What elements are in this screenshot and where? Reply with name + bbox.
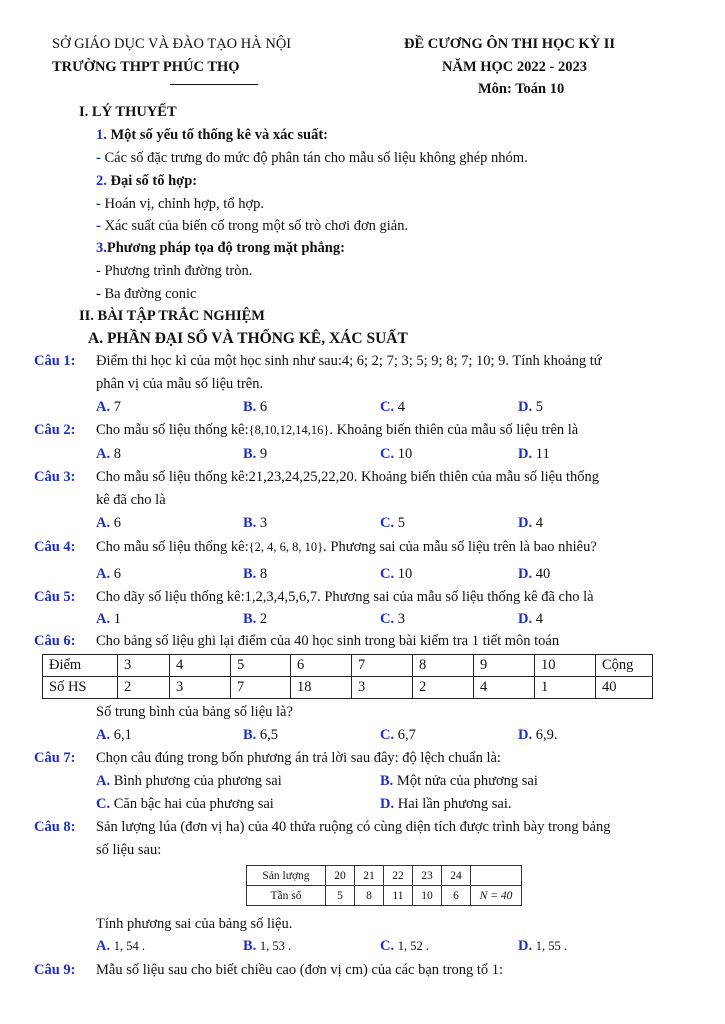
table-cell: 3 <box>118 655 170 677</box>
option-letter: A. <box>96 566 111 582</box>
option-letter: C. <box>380 399 395 415</box>
option-a <box>96 566 121 583</box>
table-cell: 9 <box>474 655 535 677</box>
table-cell: 4 <box>170 655 231 677</box>
question-text: kê đã cho là <box>96 492 166 508</box>
option-text: 6,1 <box>113 727 132 743</box>
table-cell: 11 <box>384 886 413 906</box>
table-row <box>43 677 653 699</box>
question-text-part: Cho mẫu số liệu thống kê: <box>96 422 249 438</box>
option-c <box>96 796 274 813</box>
table-cell: 1 <box>535 677 596 699</box>
subject-label: Môn: Toán 10 <box>478 81 565 97</box>
option-b <box>243 515 267 532</box>
option-letter: A. <box>96 399 111 415</box>
table-cell <box>471 866 522 886</box>
option-b <box>243 566 267 583</box>
option-b <box>243 611 267 628</box>
option-b <box>243 446 267 463</box>
table-cell: 22 <box>384 866 413 886</box>
option-text: 9 <box>259 446 268 462</box>
option-letter: D. <box>518 611 533 627</box>
table-cell: 21 <box>355 866 384 886</box>
option-text: 3 <box>397 611 405 627</box>
option-text: 11 <box>535 446 550 462</box>
option-text: Một nửa của phương sai <box>396 773 538 789</box>
section-number: 3. <box>96 240 107 256</box>
question-text: Số trung bình của bảng số liệu là? <box>96 704 293 720</box>
option-d <box>518 566 550 583</box>
option-letter: B. <box>243 938 257 954</box>
question-label: Câu 4: <box>34 539 76 555</box>
question-text: Sản lượng lúa (đơn vị ha) của 40 thửa ruộng có cùng diện tích được trình bày trong bảng <box>96 819 611 835</box>
part-a-heading: A. PHẦN ĐẠI SỐ VÀ THỐNG KÊ, XÁC SUẤT <box>88 330 408 347</box>
theory-item <box>96 218 408 235</box>
option-text: 10 <box>397 566 413 582</box>
option-text: 7 <box>113 399 121 415</box>
option-text: 1, 54 . <box>113 939 145 953</box>
table-cell: 20 <box>326 866 355 886</box>
option-text: 6 <box>259 399 268 415</box>
option-text: 6,9. <box>535 727 558 743</box>
data-set: {2, 4, 6, 8, 10} <box>248 540 324 554</box>
option-text: 1, 53 . <box>259 939 292 953</box>
option-text: Bình phương của phương sai <box>113 773 282 789</box>
option-text: 5 <box>397 515 405 531</box>
theory-item-text: Các số đặc trưng đo mức độ phân tán cho mẫu số liệu không ghép nhóm. <box>104 150 528 166</box>
question-label: Câu 2: <box>34 422 76 438</box>
option-a <box>96 938 145 955</box>
option-letter: D. <box>518 727 533 743</box>
table-cell: 6 <box>442 886 471 906</box>
bullet-dash: - <box>96 150 101 166</box>
table-cell: Sản lượng <box>247 866 326 886</box>
option-text: 6 <box>113 566 121 582</box>
option-c <box>380 611 405 628</box>
table-cell: 2 <box>413 677 474 699</box>
option-letter: B. <box>380 773 394 789</box>
question-text: Cho dãy số liệu thống kê:1,2,3,4,5,6,7. Phương sai của mẫu số liệu thống kê đã cho là <box>96 589 594 605</box>
question-text: phân vị của mẫu số liệu trên. <box>96 376 264 392</box>
option-d <box>380 796 512 813</box>
table-cell: Số HS <box>43 677 118 699</box>
bullet-dash: - <box>96 218 101 234</box>
theory-section-2 <box>96 173 197 190</box>
theory-item: - Ba đường conic <box>96 286 197 302</box>
table-row <box>247 886 522 906</box>
table-cell: 10 <box>535 655 596 677</box>
option-a <box>96 611 121 628</box>
option-letter: C. <box>380 938 395 954</box>
option-letter: B. <box>243 399 257 415</box>
table-cell: 3 <box>352 677 413 699</box>
option-letter: A. <box>96 938 111 954</box>
option-a <box>96 727 132 744</box>
option-letter: C. <box>380 727 395 743</box>
option-letter: D. <box>518 515 533 531</box>
option-letter: C. <box>380 446 395 462</box>
option-c <box>380 515 405 532</box>
option-text: Hai lần phương sai. <box>397 796 512 812</box>
question-text <box>96 539 597 556</box>
section-number: 1. <box>96 127 107 143</box>
exercises-heading: II. BÀI TẬP TRẮC NGHIỆM <box>79 308 265 324</box>
question-text: Cho bảng số liệu ghi lại điểm của 40 học sinh trong bài kiểm tra 1 tiết môn toán <box>96 633 560 649</box>
option-text: 4 <box>535 611 543 627</box>
section-title: Phương pháp tọa độ trong mặt phẳng: <box>106 240 345 256</box>
yield-table <box>246 865 522 906</box>
option-letter: C. <box>380 611 395 627</box>
section-title: Đại số tổ hợp: <box>110 173 198 189</box>
table-cell: 5 <box>231 655 291 677</box>
option-letter: B. <box>243 515 257 531</box>
question-label: Câu 9: <box>34 962 76 978</box>
option-letter: A. <box>96 727 111 743</box>
theory-heading: I. LÝ THUYẾT <box>79 104 177 120</box>
option-letter: A. <box>96 773 111 789</box>
table-cell: 18 <box>291 677 352 699</box>
option-letter: A. <box>96 611 111 627</box>
question-text: Chọn câu đúng trong bốn phương án trả lời sau đây: độ lệch chuẩn là: <box>96 750 501 766</box>
option-text: 8 <box>113 446 121 462</box>
option-text: 3 <box>259 515 268 531</box>
option-a <box>96 773 282 790</box>
table-cell: 24 <box>442 866 471 886</box>
school-year: NĂM HỌC 2022 - 2023 <box>442 59 587 75</box>
question-text-part: Cho mẫu số liệu thống kê: <box>96 539 249 555</box>
option-d <box>518 399 543 416</box>
option-c <box>380 446 412 463</box>
option-text: 6,5 <box>259 727 279 743</box>
bullet-dash: - <box>96 196 101 212</box>
theory-item: - Phương trình đường tròn. <box>96 263 253 279</box>
option-d <box>518 938 567 955</box>
option-b <box>243 938 291 955</box>
option-letter: D. <box>518 566 533 582</box>
header-underline <box>170 84 258 85</box>
option-letter: D. <box>518 446 533 462</box>
option-letter: C. <box>380 515 395 531</box>
question-label: Câu 7: <box>34 750 76 766</box>
table-cell: 8 <box>413 655 474 677</box>
table-cell: 7 <box>231 677 291 699</box>
question-text-part: . Khoảng biến thiên của mẫu số liệu trên là <box>329 422 579 438</box>
table-cell: Tần số <box>247 886 326 906</box>
table-cell: 7 <box>352 655 413 677</box>
option-letter: B. <box>243 727 257 743</box>
school-name: TRƯỜNG THPT PHÚC THỌ <box>52 59 240 75</box>
theory-section-3 <box>96 240 345 257</box>
question-label: Câu 6: <box>34 633 76 649</box>
table-cell: 5 <box>326 886 355 906</box>
department-name: SỞ GIÁO DỤC VÀ ĐÀO TẠO HÀ NỘI <box>52 36 292 52</box>
table-cell: 2 <box>118 677 170 699</box>
question-text-part: . Phương sai của mẫu số liệu trên là bao nhiêu? <box>323 539 597 555</box>
option-letter: A. <box>96 515 111 531</box>
option-d <box>518 727 557 744</box>
question-text <box>96 422 578 439</box>
option-d <box>518 611 543 628</box>
option-letter: C. <box>380 566 395 582</box>
option-letter: D. <box>518 399 533 415</box>
option-letter: A. <box>96 446 111 462</box>
question-text: Điểm thi học kì của một học sinh như sau:4; 6; 2; 7; 3; 5; 9; 8; 7; 10; 9. Tính khoảng tứ <box>96 353 602 369</box>
option-letter: C. <box>96 796 111 812</box>
option-text: 1 <box>113 611 121 627</box>
table-cell: 10 <box>413 886 442 906</box>
data-set: {8,10,12,14,16} <box>248 423 330 437</box>
option-text: Căn bậc hai của phương sai <box>113 796 274 812</box>
question-label: Câu 5: <box>34 589 76 605</box>
question-text: số liệu sau: <box>96 842 162 858</box>
section-number: 2. <box>96 173 107 189</box>
option-letter: D. <box>518 938 533 954</box>
option-b <box>380 773 538 790</box>
question-label: Câu 8: <box>34 819 76 835</box>
document-title: ĐỀ CƯƠNG ÔN THI HỌC KỲ II <box>404 36 616 52</box>
question-text: Cho mẫu số liệu thống kê:21,23,24,25,22,20. Khoảng biến thiên của mẫu số liệu thống <box>96 469 600 485</box>
section-title: Một số yếu tố thống kê và xác suất: <box>110 127 328 143</box>
option-text: 1, 52 . <box>397 939 429 953</box>
table-cell: 23 <box>413 866 442 886</box>
question-text: Tính phương sai của bảng số liệu. <box>96 916 293 932</box>
option-d <box>518 446 550 463</box>
option-c <box>380 938 429 955</box>
option-letter: B. <box>243 566 257 582</box>
table-cell: Cộng <box>596 655 653 677</box>
theory-item-text: Xác suất của biến cố trong một số trò chơi đơn giản. <box>104 218 409 234</box>
option-text: 8 <box>259 566 268 582</box>
table-row <box>43 655 653 677</box>
table-cell: 8 <box>355 886 384 906</box>
option-c <box>380 566 412 583</box>
option-text: 40 <box>535 566 551 582</box>
option-text: 6,7 <box>397 727 416 743</box>
question-text: Mẫu số liệu sau cho biết chiều cao (đơn vị cm) của các bạn trong tổ 1: <box>96 962 504 978</box>
option-text: 5 <box>535 399 543 415</box>
table-row <box>247 866 522 886</box>
option-text: 6 <box>113 515 121 531</box>
option-a <box>96 399 121 416</box>
question-label: Câu 1: <box>34 353 76 369</box>
table-cell: 3 <box>170 677 231 699</box>
option-a <box>96 446 121 463</box>
table-cell: Điểm <box>43 655 118 677</box>
option-c <box>380 399 405 416</box>
option-text: 2 <box>259 611 268 627</box>
option-text: 10 <box>397 446 413 462</box>
table-cell: 6 <box>291 655 352 677</box>
table-cell: 40 <box>596 677 653 699</box>
option-b <box>243 399 267 416</box>
table-cell: 4 <box>474 677 535 699</box>
option-text: 4 <box>535 515 543 531</box>
option-d <box>518 515 543 532</box>
option-letter: D. <box>380 796 395 812</box>
theory-section-1 <box>96 127 328 144</box>
option-text: 1, 55 . <box>535 939 567 953</box>
theory-item <box>96 196 264 213</box>
table-cell: N = 40 <box>471 886 522 906</box>
option-letter: B. <box>243 611 257 627</box>
theory-item <box>96 150 528 167</box>
option-c <box>380 727 416 744</box>
score-table <box>42 654 653 699</box>
option-b <box>243 727 278 744</box>
option-text: 4 <box>397 399 405 415</box>
option-a <box>96 515 121 532</box>
question-label: Câu 3: <box>34 469 76 485</box>
option-letter: B. <box>243 446 257 462</box>
theory-item-text: Hoán vị, chỉnh hợp, tổ hợp. <box>104 196 264 212</box>
